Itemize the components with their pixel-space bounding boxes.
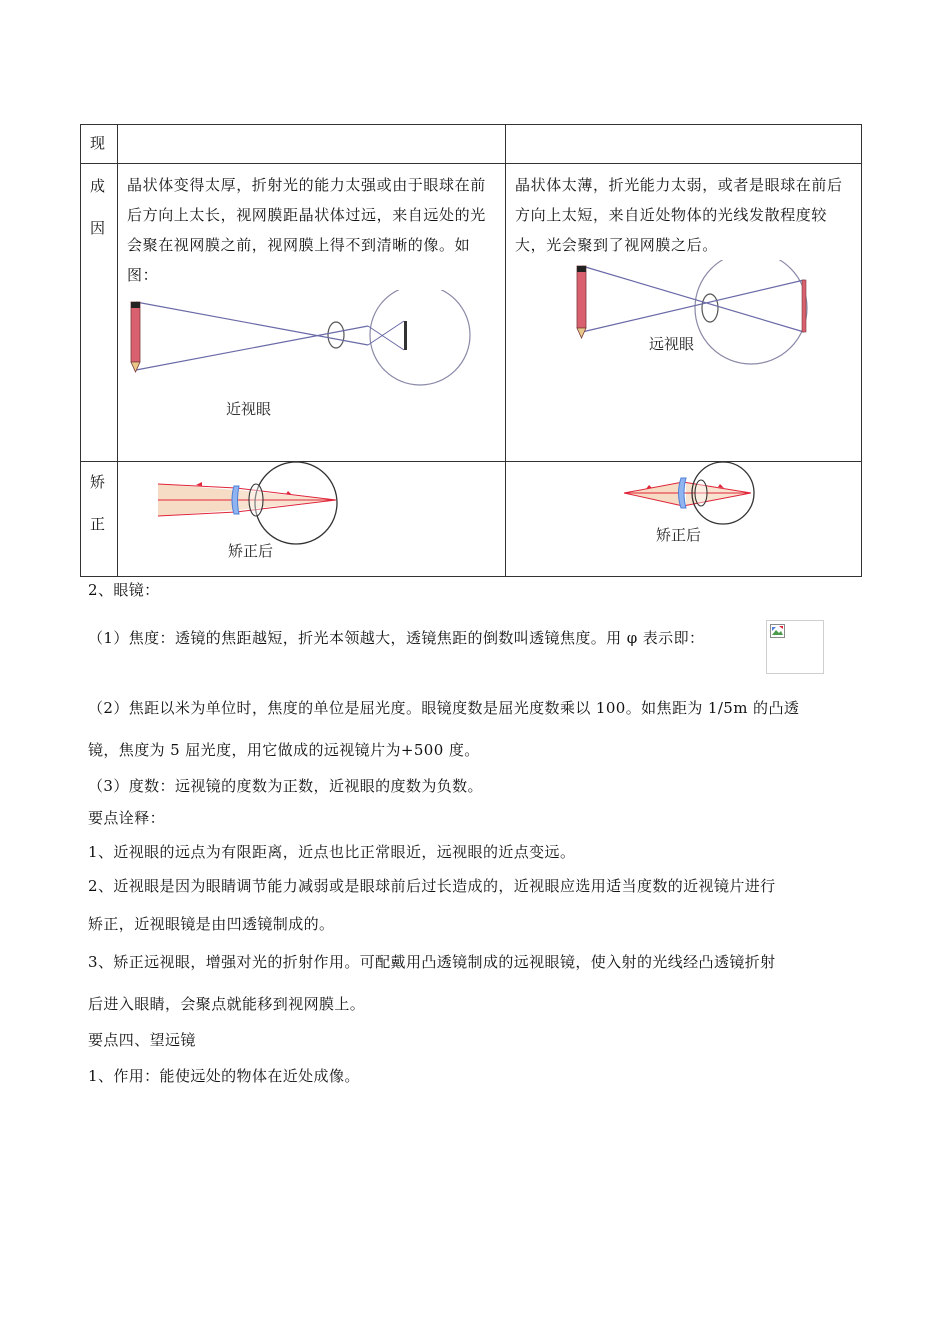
- myopia-diagram: [118, 290, 505, 430]
- point-2-line1: 2、近视眼是因为眼睛调节能力减弱或是眼球前后过长造成的，近视眼应选用适当度数的近视镜片进行: [88, 877, 776, 895]
- section-4-heading: 要点四、望远镜: [88, 1031, 196, 1049]
- point-2-line2: 矫正，近视眼镜是由凹透镜制成的。: [88, 915, 335, 933]
- focal-power-text: （1）焦度：透镜的焦距越短，折光本领越大，透镜焦距的倒数叫透镜焦度。用 φ 表示即：: [88, 629, 705, 647]
- hyperopia-caption: 远视眼: [649, 335, 695, 353]
- table-row-correction: [81, 462, 862, 577]
- arrow-marker: [196, 482, 202, 486]
- table-row-cause: [81, 164, 862, 462]
- concave-lens-icon: [232, 486, 239, 514]
- eye-comparison-table: [80, 124, 862, 577]
- hyperopia-diagram-svg: [506, 260, 862, 378]
- pencil-eraser: [131, 302, 140, 308]
- myopia-corrected-caption: 矫正后: [228, 542, 274, 560]
- hyperopia-correction-svg: [506, 462, 862, 572]
- degree-text: （3）度数：远视镜的度数为正数，近视眼的度数为负数。: [88, 777, 483, 795]
- crystalline-lens: [249, 484, 263, 516]
- light-ray: [136, 326, 368, 370]
- pencil-tip: [577, 328, 586, 338]
- focal-unit-line2: 镜，焦度为 5 屈光度，用它做成的远视镜片为+500 度。: [88, 741, 480, 759]
- pencil-tip: [131, 362, 140, 372]
- formula-image-placeholder: [766, 620, 824, 674]
- retina-image: [404, 321, 407, 350]
- point-3-line1: 3、矫正远视眼，增强对光的折射作用。可配戴用凸透镜制成的远视眼镜，使入射的光线经凸透镜折射: [88, 953, 776, 971]
- hyperopia-cause-text: 晶状体太薄，折光能力太弱，或者是眼球在前后方向上太短，来自近处物体的光线发散程度较大，光会聚到了视网膜之后。: [515, 176, 843, 254]
- myopia-correction-cell: [118, 462, 506, 577]
- hyperopia-corrected-caption: 矫正后: [656, 526, 702, 544]
- crystalline-lens: [328, 322, 344, 348]
- crystalline-lens: [702, 294, 718, 322]
- focal-unit-line1: （2）焦距以米为单位时，焦度的单位是屈光度。眼镜度数是屈光度数乘以 100。如焦距为 1/5m 的凸透: [88, 699, 800, 717]
- pencil-eraser: [577, 266, 586, 272]
- telescope-use-text: 1、作用：能使远处的物体在近处成像。: [88, 1067, 360, 1085]
- hyperopia-diagram: [506, 260, 861, 378]
- pencil-icon: [577, 266, 586, 328]
- light-ray: [582, 280, 804, 332]
- retina-image: [802, 280, 806, 332]
- hyperopia-phenomenon-cell: [506, 125, 862, 164]
- key-points-heading: 要点诠释：: [88, 809, 166, 827]
- light-ray: [136, 302, 368, 345]
- hyperopia-correction-cell: [506, 462, 862, 577]
- myopia-cause-cell: [118, 164, 506, 462]
- light-ray: [368, 321, 404, 345]
- incoming-beam: [624, 482, 683, 506]
- myopia-phenomenon-cell: [118, 125, 506, 164]
- broken-image-icon: [770, 624, 785, 638]
- point-3-line2: 后进入眼睛，会聚点就能移到视网膜上。: [88, 995, 366, 1013]
- myopia-cause-text: 晶状体变得太厚，折射光的能力太强或由于眼球在前后方向上太长，视网膜距晶状体过远，来自远处的光会聚在视网膜之前，视网膜上得不到清晰的像。如图：: [127, 176, 486, 284]
- row-label-cause: 成 因: [81, 164, 118, 462]
- myopia-diagram-svg: [118, 290, 506, 430]
- crystalline-lens: [695, 480, 707, 506]
- row-label-phenomenon: 现: [81, 125, 118, 164]
- myopia-caption: 近视眼: [226, 400, 272, 418]
- point-1: 1、近视眼的远点为有限距离，近点也比正常眼近，远视眼的近点变远。: [88, 843, 576, 861]
- pencil-icon: [131, 302, 140, 362]
- table-row-phenomenon: [81, 125, 862, 164]
- hyperopia-cause-cell: [506, 164, 862, 462]
- light-ray: [368, 326, 404, 350]
- glasses-heading: 2、眼镜：: [88, 581, 160, 599]
- eyeball-outline: [695, 260, 807, 364]
- row-label-correction: 矫 正: [81, 462, 118, 577]
- myopia-correction-svg: [118, 462, 506, 572]
- light-ray: [582, 266, 804, 332]
